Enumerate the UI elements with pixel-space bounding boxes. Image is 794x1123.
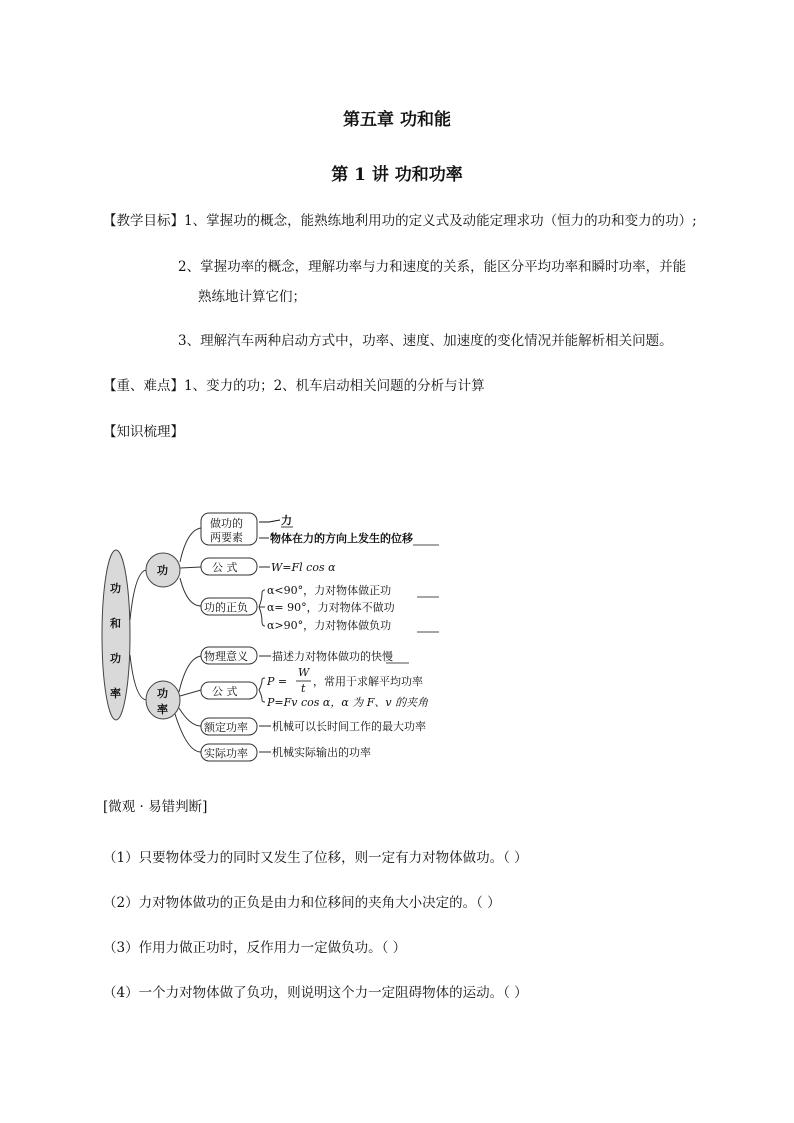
power-node-char-1: 功 [157, 687, 168, 700]
power-branch-rated [179, 708, 201, 726]
question-4: （4）一个力对物体做了负功，则说明这个力一定阻碍物体的运动。（ ） [103, 985, 528, 1001]
objectives-line-1 [103, 211, 697, 231]
meaning-text: 描述力对物体做功的快慢 [272, 650, 393, 663]
power-formula1-lhs: P = [267, 675, 288, 688]
work-branch-formula [180, 567, 201, 568]
formula-brace-bottom [259, 690, 265, 702]
key-points-line [103, 376, 485, 396]
power-branch-meaning [179, 656, 201, 692]
sign-box-label: 功的正负 [204, 601, 248, 614]
arrow-force [259, 520, 280, 522]
lesson-title: 第 1 讲 功和功率 [331, 165, 463, 185]
power-formula2: P=Fv cos α，α 为 F、v 的夹角 [267, 696, 429, 709]
objectives-label: 【教学目标】 [103, 213, 184, 229]
knowledge-mindmap [95, 500, 475, 770]
sign-item-1: α<90°，力对物体做正功 [267, 584, 392, 597]
root-branch-work [130, 570, 147, 620]
power-node-char-2: 率 [157, 703, 168, 716]
work-branch-elements [180, 528, 201, 562]
sign-item-2: α= 90°，力对物体不做功 [267, 601, 395, 614]
key-points-text: 1、变力的功；2、机车启动相关问题的分析与计算 [184, 378, 485, 394]
element-force: 力 [281, 514, 292, 527]
sign-item-3: α>90°，力对物体做负功 [267, 619, 392, 632]
question-1: （1）只要物体受力的同时又发生了位移，则一定有力对物体做功。（ ） [103, 850, 528, 866]
objective-2b: 熟练地计算它们； [198, 289, 306, 305]
power-branch-formula [180, 690, 201, 696]
root-branch-power [130, 655, 147, 700]
formula-brace-top [259, 678, 265, 690]
elements-box-line1: 做功的 [210, 517, 243, 530]
root-char-4: 率 [110, 687, 121, 700]
objective-1: 1、掌握功的概念，能熟练地利用功的定义式及动能定理求功（恒力的功和变力的功）; [184, 213, 697, 229]
work-formula: W=Fl cos α [271, 561, 336, 574]
work-branch-sign [180, 578, 201, 606]
mindmap-svg [95, 500, 475, 770]
question-3: （3）作用力做正功时，反作用力一定做负功。（ ） [103, 940, 407, 956]
power-formula-box-label: 公 式 [212, 685, 238, 698]
root-char-3: 功 [110, 652, 121, 665]
section-label: [微观 · 易错判断] [103, 799, 208, 815]
question-2: （2）力对物体做功的正负是由力和位移间的夹角大小决定的。（ ） [103, 895, 501, 911]
power-formula1-num: W [298, 666, 310, 679]
key-points-label: 【重、难点】 [103, 378, 184, 394]
rated-text: 机械可以长时间工作的最大功率 [272, 720, 426, 733]
sign-brace-bottom [259, 607, 265, 626]
objective-3: 3、理解汽车两种启动方式中，功率、速度、加速度的变化情况并能解析相关问题。 [178, 333, 673, 349]
chapter-title: 第五章 功和能 [343, 110, 451, 130]
work-node-label: 功 [157, 564, 168, 577]
meaning-box-label: 物理意义 [204, 650, 248, 663]
power-formula1-den: t [301, 682, 306, 695]
knowledge-label: 【知识梳理】 [103, 424, 184, 440]
power-formula1-note: ，常用于求解平均功率 [313, 675, 423, 688]
root-char-2: 和 [110, 617, 121, 630]
actual-box-label: 实际功率 [204, 747, 248, 760]
elements-box-line2: 两要素 [210, 531, 243, 544]
objective-2a: 2、掌握功率的概念，理解功率与力和速度的关系，能区分平均功率和瞬时功率，并能 [178, 259, 687, 275]
element-displacement: 物体在力的方向上发生的位移 [270, 532, 413, 545]
work-formula-box-label: 公 式 [212, 561, 238, 574]
sign-brace-top [259, 590, 265, 607]
rated-box-label: 额定功率 [204, 721, 248, 734]
actual-text: 机械实际输出的功率 [272, 746, 371, 759]
root-char-1: 功 [110, 582, 121, 595]
